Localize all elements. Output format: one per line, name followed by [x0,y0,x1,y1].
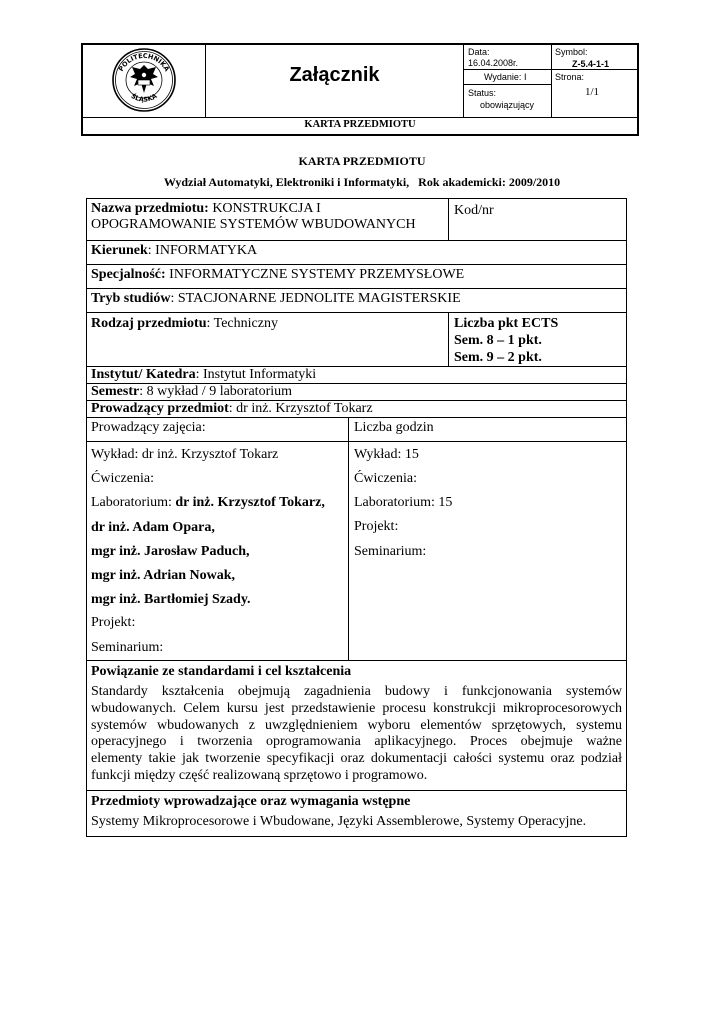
header-divider [83,117,637,118]
prerequisites-title: Przedmioty wprowadzające oraz wymagania wstępne [91,794,411,809]
status-value: obowiązujący [480,100,535,110]
table-row-divider [86,417,627,418]
header-divider [464,84,551,85]
document-title: KARTA PRZEDMIOTU [298,154,426,168]
specialization-label: Specjalność: [91,267,166,282]
institute [91,367,316,383]
course-name-line-2: OPOGRAMOWANIE SYSTEMÓW WBUDOWANYCH [91,217,416,232]
table-row-divider [86,312,627,313]
table-row-divider [86,240,627,241]
specialization-value: INFORMATYCZNE SYSTEMY PRZEMYSŁOWE [165,267,465,282]
semester [91,384,292,400]
status-label: Status: [468,88,497,98]
seminar-hours: Seminarium: [354,544,427,559]
prerequisites-value: Systemy Mikroprocesorowe i Wbudowane, Języki Assemblerowe, Systemy Operacyjne. [91,814,587,829]
course-lecturer-value: : dr inż. Krzysztof Tokarz [228,401,373,416]
project-hours: Projekt: [354,519,399,534]
specialization [91,267,464,283]
lecture-hours: Wykład: 15 [354,447,419,462]
header-band-title: KARTA PRZEDMIOTU [304,119,416,130]
table-col-divider [448,198,449,240]
date-label: Data: [468,47,490,57]
institute-value: : Instytut Informatyki [195,367,317,382]
table-row-divider [86,790,627,791]
course-type-label: Rodzaj przedmiotu [91,316,207,331]
document-subtitle: Wydział Automatyki, Elektroniki i Informatyki, Rok akademicki: 2009/2010 [163,175,561,189]
ects-label: Liczba pkt ECTS [454,316,559,331]
course-name-label: Nazwa przedmiotu: [91,201,209,216]
header-divider [463,45,464,118]
paragraph-line: systemów wbudowanych z uwzględnieniem wyboru elementów sprzętowych, systemu [91,717,622,733]
course-code-label: Kod/nr [454,203,494,218]
field-of-study-value: : INFORMATYKA [147,243,258,258]
lab-instructor-3: mgr inż. Jarosław Paduch, [91,544,250,559]
attachment-title: Załącznik [289,64,380,86]
standards-section-title: Powiązanie ze standardami i cel kształcenia [91,664,352,679]
edition-value: Wydanie: I [484,72,527,82]
header-divider [552,69,637,70]
paragraph-line: wbudowanych. Celem kursu jest przedstawienie procesu konstrukcji mikroprocesorowych [91,700,622,716]
table-row-divider [86,660,627,661]
study-mode-value: : STACJONARNE JEDNOLITE MAGISTERSKIE [170,291,461,306]
lecture-instructor: Wykład: dr inż. Krzysztof Tokarz [91,447,279,462]
field-of-study [91,243,257,259]
paragraph-line: funkcji między część realizowaną sprzętowo i programowo. [91,767,428,783]
semester-value: : 8 wykład / 9 laboratorium [139,384,293,399]
course-type [91,316,278,332]
course-type-value: : Techniczny [206,316,278,331]
lab-instructor-1: dr inż. Krzysztof Tokarz, [175,495,325,510]
table-col-divider [348,417,349,660]
course-name-value: KONSTRUKCJA I [208,201,321,216]
university-seal-logo [110,47,178,113]
exercises-instructor: Ćwiczenia: [91,471,154,486]
header-divider [464,69,551,70]
institute-label: Instytut/ Katedra [91,367,196,382]
class-instructors-header: Prowadzący zajęcia: [91,420,206,435]
page-label: Strona: [555,72,585,82]
standards-paragraph [91,684,622,785]
page-value: 1/1 [585,86,600,98]
study-mode-label: Tryb studiów [91,291,171,306]
table-col-divider [448,312,449,366]
field-of-study-label: Kierunek [91,243,148,258]
paragraph-line: Standardy kształcenia obejmują zagadnienia budowy i funkcjonowania systemów [91,684,622,699]
date-value: 16.04.2008r. [468,58,519,68]
symbol-value: Z-5.4-1-1 [572,59,610,69]
table-row-divider [86,441,627,442]
svg-text:POLITECHNIKA: POLITECHNIKA [117,51,171,73]
laboratory-instructors [91,495,325,511]
course-name-line-1 [91,201,321,217]
laboratory-hours: Laboratorium: 15 [354,495,453,510]
exercises-hours: Ćwiczenia: [354,471,417,486]
table-row-divider [86,264,627,265]
course-lecturer-label: Prowadzący przedmiot [91,401,229,416]
lab-instructor-2: dr inż. Adam Opara, [91,520,215,535]
hours-header: Liczba godzin [354,420,434,435]
lab-instructor-5: mgr inż. Bartłomiej Szady. [91,592,251,607]
study-mode [91,291,461,307]
paragraph-line: elementy takie jak tworzenie specyfikacji oraz dokumentacji całości systemu oraz podział [91,751,622,767]
course-lecturer [91,401,373,417]
table-row-divider [86,288,627,289]
header-divider [551,45,552,118]
project-instructor: Projekt: [91,615,136,630]
seminar-instructor: Seminarium: [91,640,164,655]
laboratory-label: Laboratorium: [91,495,176,510]
symbol-label: Symbol: [555,47,588,57]
svg-text:ŚLĄSKA: ŚLĄSKA [129,91,159,104]
ects-semester-8: Sem. 8 – 1 pkt. [454,333,542,348]
semester-label: Semestr [91,384,140,399]
lab-instructor-4: mgr inż. Adrian Nowak, [91,568,236,583]
paragraph-line: operacyjnego i tworzenia oprogramowania aplikacyjnego. Proces obejmuje ważne [91,734,622,750]
ects-semester-9: Sem. 9 – 2 pkt. [454,350,542,365]
